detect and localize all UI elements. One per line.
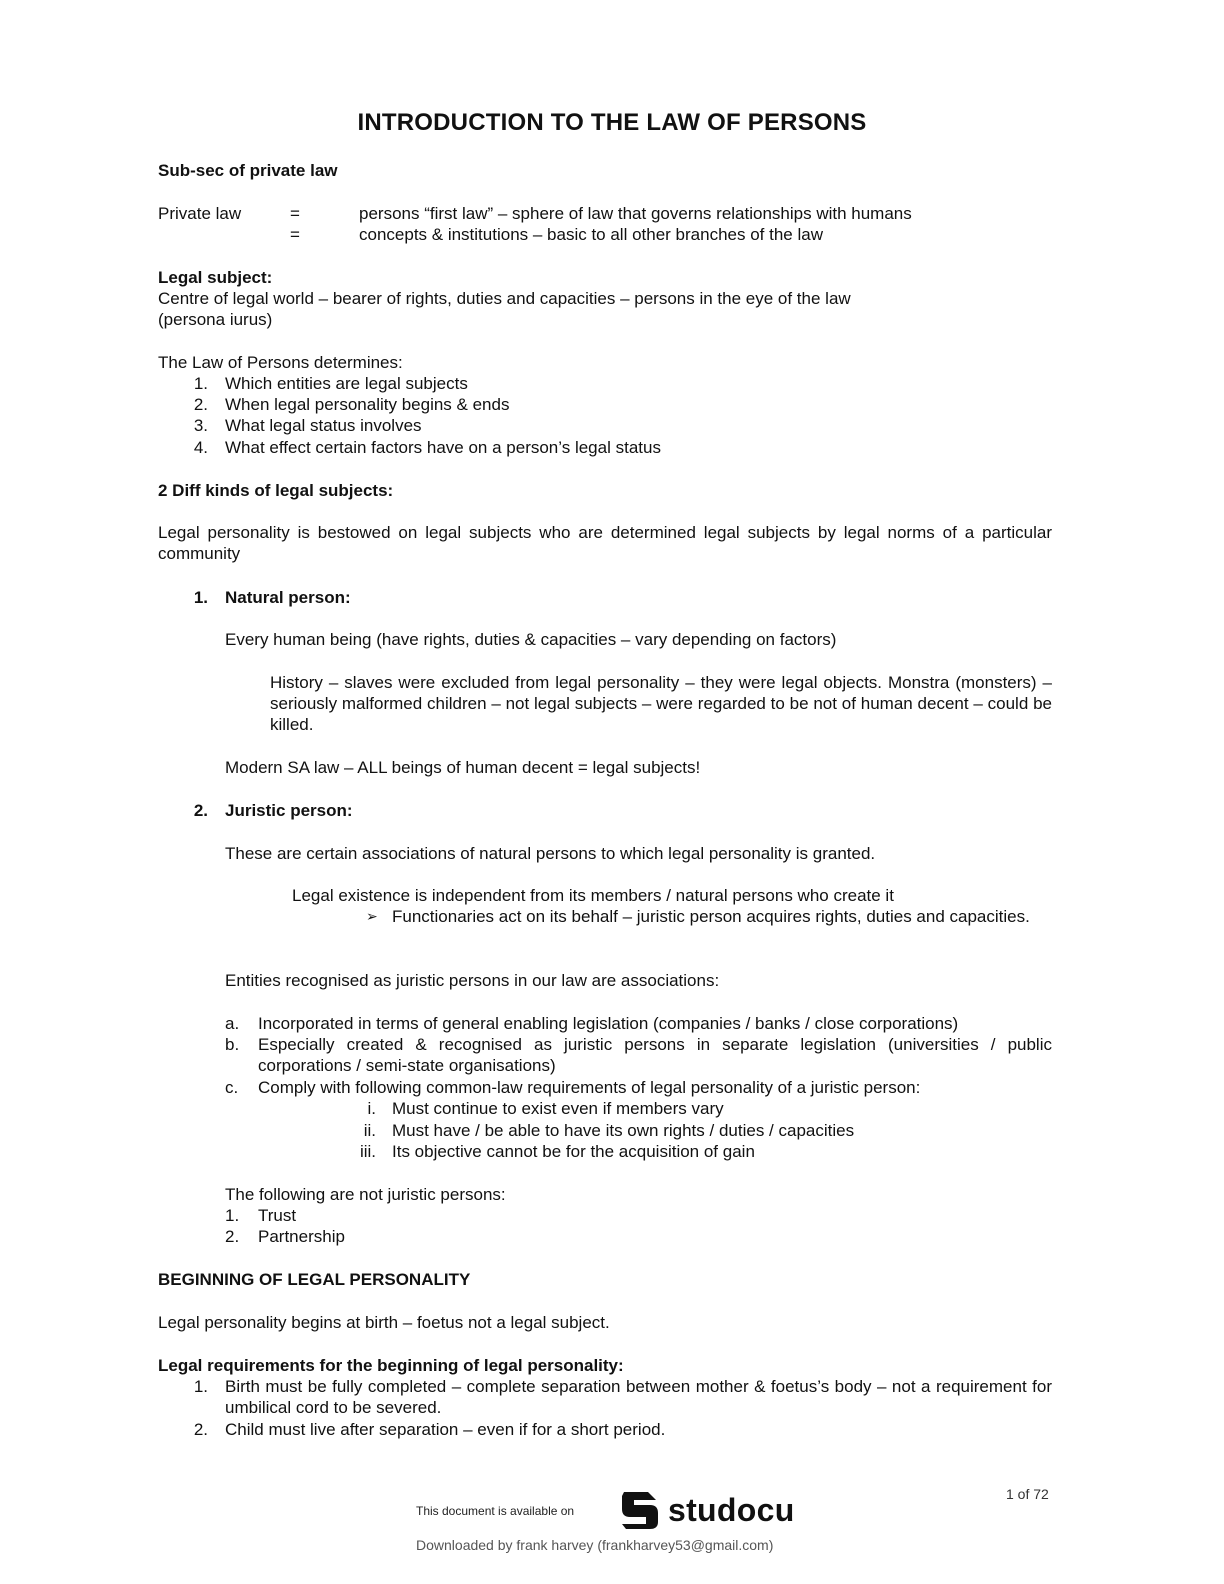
juristic-number: 2. — [193, 801, 208, 820]
list-number: 1. — [225, 1206, 240, 1225]
page-number: 1 of 72 — [1006, 1486, 1049, 1502]
legal-subject-heading: Legal subject: — [158, 268, 273, 287]
list-numeral: ii. — [363, 1121, 376, 1140]
list-number: 2. — [193, 1420, 208, 1439]
list-text: What effect certain factors have on a person’s legal status — [225, 438, 661, 457]
kinds-heading: 2 Diff kinds of legal subjects: — [158, 481, 394, 500]
private-law-label: Private law — [158, 204, 242, 223]
list-text: Birth must be fully completed – complete separation between mother & foetus’s body – not a requirement for umbilical cord to be severed. — [225, 1377, 1052, 1417]
list-number: 4. — [193, 438, 208, 457]
not-juristic-intro: The following are not juristic persons: — [225, 1185, 506, 1204]
list-text: Which entities are legal subjects — [225, 374, 468, 393]
list-text: What legal status involves — [225, 416, 422, 435]
studocu-brand-link[interactable] — [618, 1487, 795, 1533]
studocu-logo-icon — [618, 1488, 662, 1532]
subsec-heading: Sub-sec of private law — [158, 161, 338, 180]
list-text: Child must live after separation – even if for a short period. — [225, 1420, 666, 1439]
list-text: Trust — [258, 1206, 297, 1225]
private-law-line-2: concepts & institutions – basic to all other branches of the law — [359, 225, 823, 244]
history-paragraph: History – slaves were excluded from legal personality – they were legal objects. Monstra (monsters) – seriously malformed children – not legal subjects – were regarded to be not of human decent – could be killed. — [270, 673, 1052, 734]
list-text: Partnership — [258, 1227, 345, 1246]
list-letter: c. — [225, 1078, 239, 1097]
list-number: 1. — [193, 374, 208, 393]
list-number: 2. — [225, 1227, 240, 1246]
studocu-wordmark: studocu — [668, 1492, 795, 1528]
determines-intro: The Law of Persons determines: — [158, 353, 403, 372]
natural-heading: Natural person: — [225, 588, 351, 607]
natural-number: 1. — [193, 588, 208, 607]
list-text: Comply with following common-law requirements of legal personality of a juristic person: — [258, 1078, 921, 1097]
juristic-heading: Juristic person: — [225, 801, 353, 820]
equals-sign: = — [290, 225, 300, 244]
page-title: INTRODUCTION TO THE LAW OF PERSONS — [357, 109, 867, 136]
list-number: 3. — [193, 416, 208, 435]
available-text: This document is available on — [416, 1504, 575, 1518]
downloaded-by-text: Downloaded by frank harvey (frankharvey53@gmail.com) — [416, 1537, 774, 1553]
private-law-line-1: persons “first law” – sphere of law that governs relationships with humans — [359, 204, 912, 223]
arrow-bullet-icon: ➢ — [366, 908, 378, 924]
requirements-heading: Legal requirements for the beginning of legal personality: — [158, 1356, 624, 1375]
entities-intro: Entities recognised as juristic persons in our law are associations: — [225, 971, 720, 990]
beginning-text: Legal personality begins at birth – foetus not a legal subject. — [158, 1313, 610, 1332]
list-numeral: iii. — [359, 1142, 376, 1161]
beginning-heading: BEGINNING OF LEGAL PERSONALITY — [158, 1270, 471, 1289]
legal-subject-text: Centre of legal world – bearer of rights, duties and capacities – persons in the eye of the law (persona iurus) — [158, 289, 851, 329]
list-text: Must have / be able to have its own rights / duties / capacities — [392, 1121, 855, 1140]
list-number: 2. — [193, 395, 208, 414]
list-numeral: i. — [367, 1099, 376, 1118]
list-text: When legal personality begins & ends — [225, 395, 510, 414]
natural-text: Every human being (have rights, duties & capacities – vary depending on factors) — [225, 630, 837, 649]
list-text: Incorporated in terms of general enabling legislation (companies / banks / close corporations) — [258, 1014, 959, 1033]
list-text: Must continue to exist even if members vary — [392, 1099, 724, 1118]
list-letter: b. — [225, 1035, 240, 1054]
kinds-text: Legal personality is bestowed on legal subjects who are determined legal subjects by legal norms of a particular community — [158, 523, 1052, 563]
modern-law-text: Modern SA law – ALL beings of human decent = legal subjects! — [225, 758, 701, 777]
juristic-text: These are certain associations of natural persons to which legal personality is granted. — [225, 844, 876, 863]
list-text: Its objective cannot be for the acquisition of gain — [392, 1142, 755, 1161]
list-text: Especially created & recognised as juristic persons in separate legislation (universities / public corporations / semi-state organisations) — [258, 1035, 1052, 1075]
list-number: 1. — [193, 1377, 208, 1396]
list-letter: a. — [225, 1014, 240, 1033]
legal-existence-text: Legal existence is independent from its members / natural persons who create it — [292, 886, 894, 905]
functionaries-text: Functionaries act on its behalf – juristic person acquires rights, duties and capacities. — [392, 907, 1030, 926]
equals-sign: = — [290, 204, 300, 223]
